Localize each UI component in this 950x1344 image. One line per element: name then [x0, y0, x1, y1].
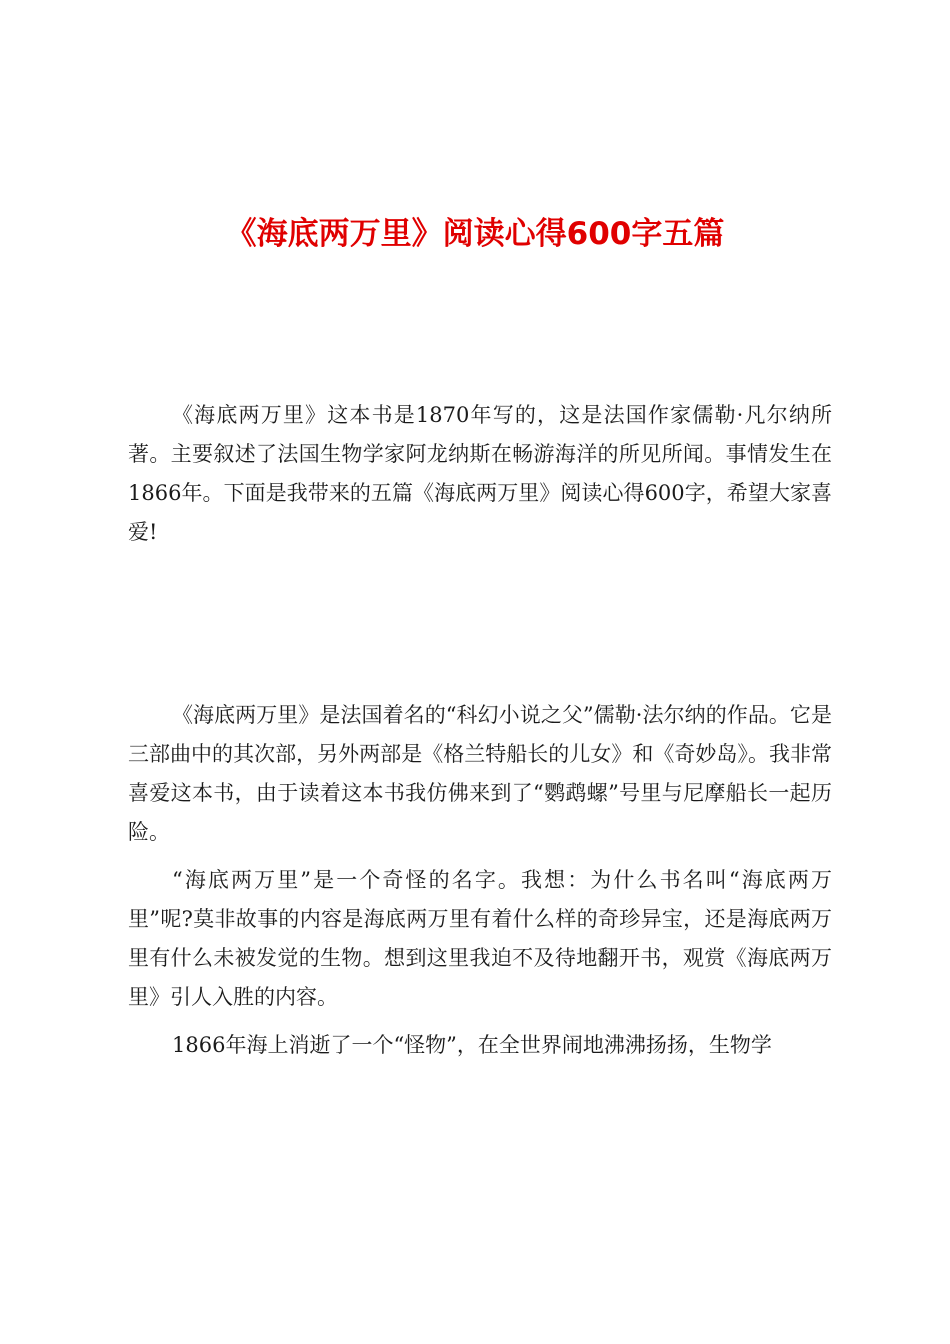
intro-paragraph: 《海底两万里》这本书是1870年写的，这是法国作家儒勒·凡尔纳所著。主要叙述了法国生物学家阿龙纳斯在畅游海洋的所见所闻。事情发生在1866年。下面是我带来的五篇《海底两万里》阅读心得600字，希望大家喜爱!: [128, 403, 832, 544]
essay-paragraph-3: 1866年海上消逝了一个“怪物”，在全世界闹地沸沸扬扬，生物学: [172, 1033, 772, 1057]
intro-section: [128, 396, 832, 552]
essay-section: [128, 696, 832, 1065]
essay-paragraph-1: 《海底两万里》是法国着名的“科幻小说之父”儒勒·法尔纳的作品。它是三部曲中的其次部，另外两部是《格兰特船长的儿女》和《奇妙岛》。我非常喜爱这本书，由于读着这本书我仿佛来到了“鹦鹉螺”号里与尼摩船长一起历险。: [128, 703, 832, 844]
document-title: 《海底两万里》阅读心得600字五篇: [225, 216, 725, 252]
essay-paragraph-2: “海底两万里”是一个奇怪的名字。我想：为什么书名叫“海底两万里”呢?莫非故事的内容是海底两万里有着什么样的奇珍异宝，还是海底两万里有什么未被发觉的生物。想到这里我迫不及待地翻开书，观赏《海底两万里》引人入胜的内容。: [128, 868, 832, 1009]
